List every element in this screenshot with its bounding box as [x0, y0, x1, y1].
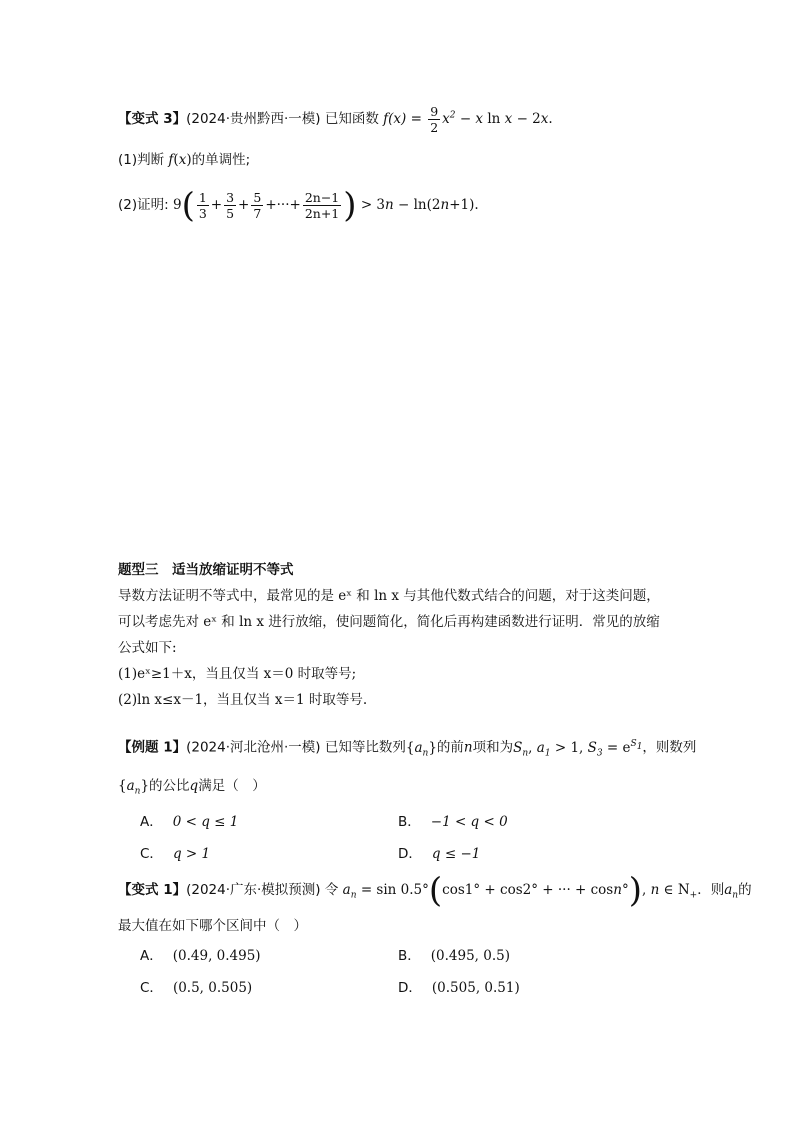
variant3-tag: 【变式 3】 [118, 111, 187, 127]
variant1-formula: $a_n = \sin 0.5^\circ(\cos 1^\circ + \cos 2^\circ$ + ··· + cosn°), n ∈ $N_+$ [342, 870, 698, 911]
example1-n: n [463, 739, 473, 756]
section3-title: 题型三 适当放缩证明不等式 [118, 562, 294, 578]
example1-text-b: 的前 [436, 739, 464, 756]
option-value: −1 < q < 0 [430, 814, 508, 830]
example1-option-d[interactable] [398, 844, 480, 864]
example1-seq2: $\{a_n\}$ [118, 778, 150, 797]
example1-text-d: ，则数列 [642, 739, 697, 756]
example1-seq: $\{a_n\}$ [405, 739, 437, 759]
example1-q: q [189, 778, 199, 794]
variant3-part2-prefix: (2)证明: [118, 197, 169, 213]
option-label: C． [140, 980, 163, 996]
section3-para-line2: 可以考虑先对 eˣ 和 ln x 进行放缩，使问题简化，简化后再构建函数进行证明．常见的放缩 [118, 614, 660, 630]
variant1-line1 [118, 870, 752, 911]
variant1-line2: 最大值在如下哪个区间中（ ） [118, 918, 307, 934]
section3-para-line3: 公式如下: [118, 640, 177, 656]
variant3-statement [118, 104, 678, 135]
variant3-part1 [118, 150, 678, 170]
variant1-an: $a_n$ [724, 882, 739, 901]
option-value: (0.49, 0.495) [172, 948, 261, 964]
example1-option-c[interactable] [140, 844, 210, 864]
example1-source: (2024·河北沧州·一模) [186, 739, 321, 756]
option-label: A． [140, 948, 163, 964]
variant1-intro: 令 [324, 882, 339, 898]
example1-option-a[interactable] [140, 812, 238, 832]
example1-text-a: 已知等比数列 [324, 739, 406, 756]
variant1-tail: ．则 [697, 882, 725, 898]
example1-line1 [118, 734, 697, 763]
variant1-option-d[interactable] [398, 978, 520, 998]
option-label: D． [398, 846, 422, 862]
variant3-function: f(x) = $\frac{9}{2}$ $x^2 - x$ ln x − 2x. [383, 104, 553, 135]
example1-line2-text: 的公比 [149, 778, 190, 794]
section3-formula2: (2)ln x≤x－1，当且仅当 x＝1 时取等号. [118, 692, 368, 708]
variant3-part1-fx: f(x) [168, 152, 192, 168]
example1-conditions: $S_n$, $a_1 > 1$, $S_3 = e^{S_1}$ [513, 739, 643, 759]
variant1-tail2: 的 [738, 882, 752, 898]
option-label: B． [398, 948, 421, 964]
option-label: C． [140, 846, 163, 862]
example1-text-c: 项和为 [472, 739, 514, 756]
variant3-part1-prefix: (1)判断 [118, 152, 165, 168]
variant1-option-a[interactable] [140, 946, 261, 966]
option-value: q ≤ −1 [431, 846, 481, 862]
option-value: 0 < q ≤ 1 [172, 814, 239, 830]
variant3-intro: 已知函数 [324, 111, 379, 127]
example1-line2-text-b: 满足（ ） [198, 778, 266, 794]
variant1-option-b[interactable] [398, 946, 510, 966]
option-label: D． [398, 980, 422, 996]
section3-para-line1: 导数方法证明不等式中，最常见的是 eˣ 和 ln x 与其他代数式结合的问题，对于这类问题， [118, 588, 660, 604]
option-label: B． [398, 814, 421, 830]
option-value: (0.5, 0.505) [172, 980, 253, 996]
option-value: q > 1 [172, 846, 211, 862]
variant3-inequality: 9( $\frac{1}{3}$ + $\frac{3}{5}$ + $\frac{5}{7}$ +···+ $\frac{2n-1}{2n+1}$ ) > 3n − ln(2n+1). [172, 185, 479, 226]
example1-tag: 【例题 1】 [118, 739, 187, 756]
variant1-tag: 【变式 1】 [118, 882, 187, 898]
option-value: (0.495, 0.5) [430, 948, 510, 964]
variant1-option-c[interactable] [140, 978, 252, 998]
section3-formula1: (1)eˣ≥1＋x，当且仅当 x＝0 时取等号; [118, 666, 357, 682]
variant3-part1-suffix: 的单调性; [191, 152, 251, 168]
variant3-source: (2024·贵州黔西·一模) [186, 111, 321, 127]
example1-line2 [118, 776, 678, 802]
option-label: A． [140, 814, 163, 830]
variant3-part2 [118, 185, 678, 226]
example1-option-b[interactable] [398, 812, 508, 832]
variant1-source: (2024·广东·模拟预测) [186, 882, 321, 898]
option-value: (0.505, 0.51) [431, 980, 520, 996]
